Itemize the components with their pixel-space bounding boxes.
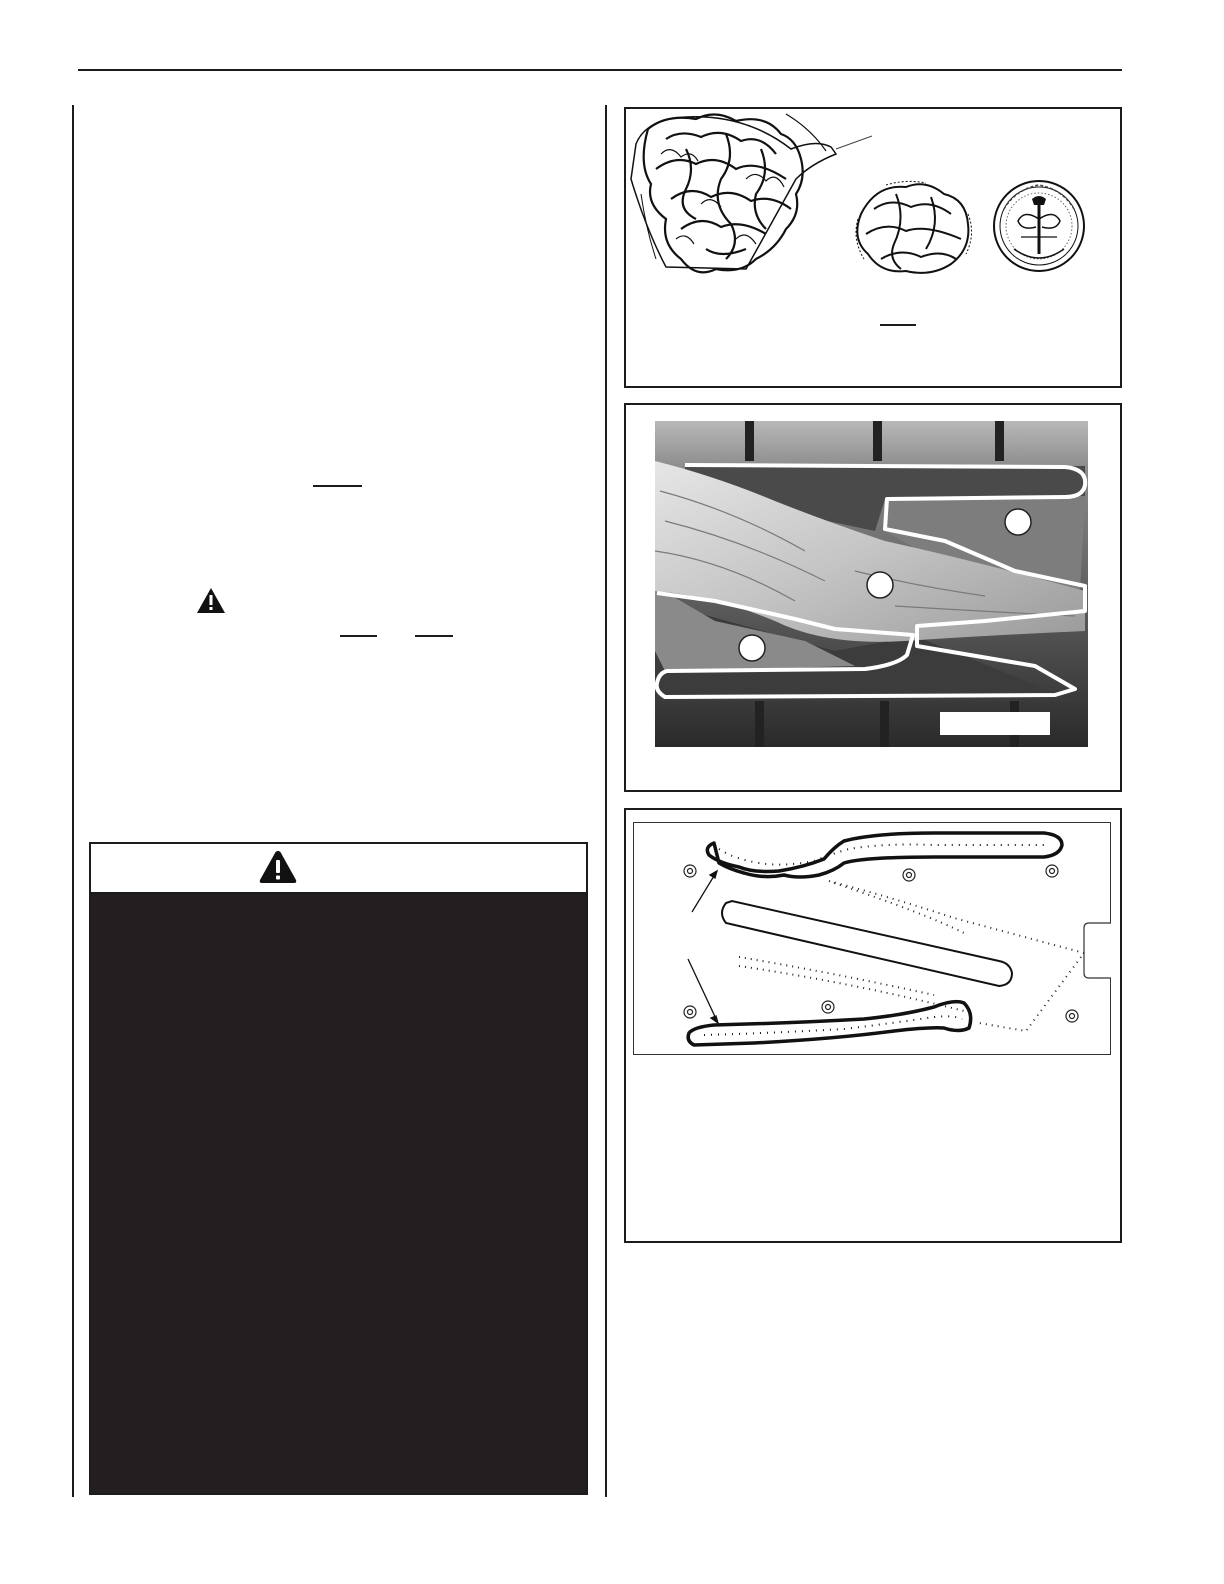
underline-mark	[880, 324, 916, 326]
underline-mark	[340, 635, 377, 637]
warning-box	[89, 842, 588, 1495]
log-marker	[1005, 509, 1031, 535]
log-marker	[739, 635, 765, 661]
column-divider	[605, 105, 607, 1497]
warning-triangle-icon	[196, 587, 226, 614]
ember-illustration	[626, 109, 1120, 386]
underline-mark	[415, 635, 453, 637]
top-rule	[78, 69, 1122, 71]
ember-figure-panel	[624, 107, 1122, 388]
dime-coin-image	[994, 181, 1084, 271]
left-column-rule	[72, 105, 74, 1497]
log-placement-photo	[655, 421, 1088, 747]
warning-triangle-icon	[258, 849, 298, 885]
mounting-hole-set	[684, 865, 1078, 1022]
photo-label-box	[940, 712, 1050, 735]
underline-mark	[313, 485, 362, 487]
ember-burner-bottom	[688, 1002, 970, 1045]
burner-diagram	[633, 822, 1111, 1055]
ember-burner-top	[707, 833, 1062, 877]
log-marker	[867, 572, 893, 598]
warning-box-header	[91, 844, 586, 894]
